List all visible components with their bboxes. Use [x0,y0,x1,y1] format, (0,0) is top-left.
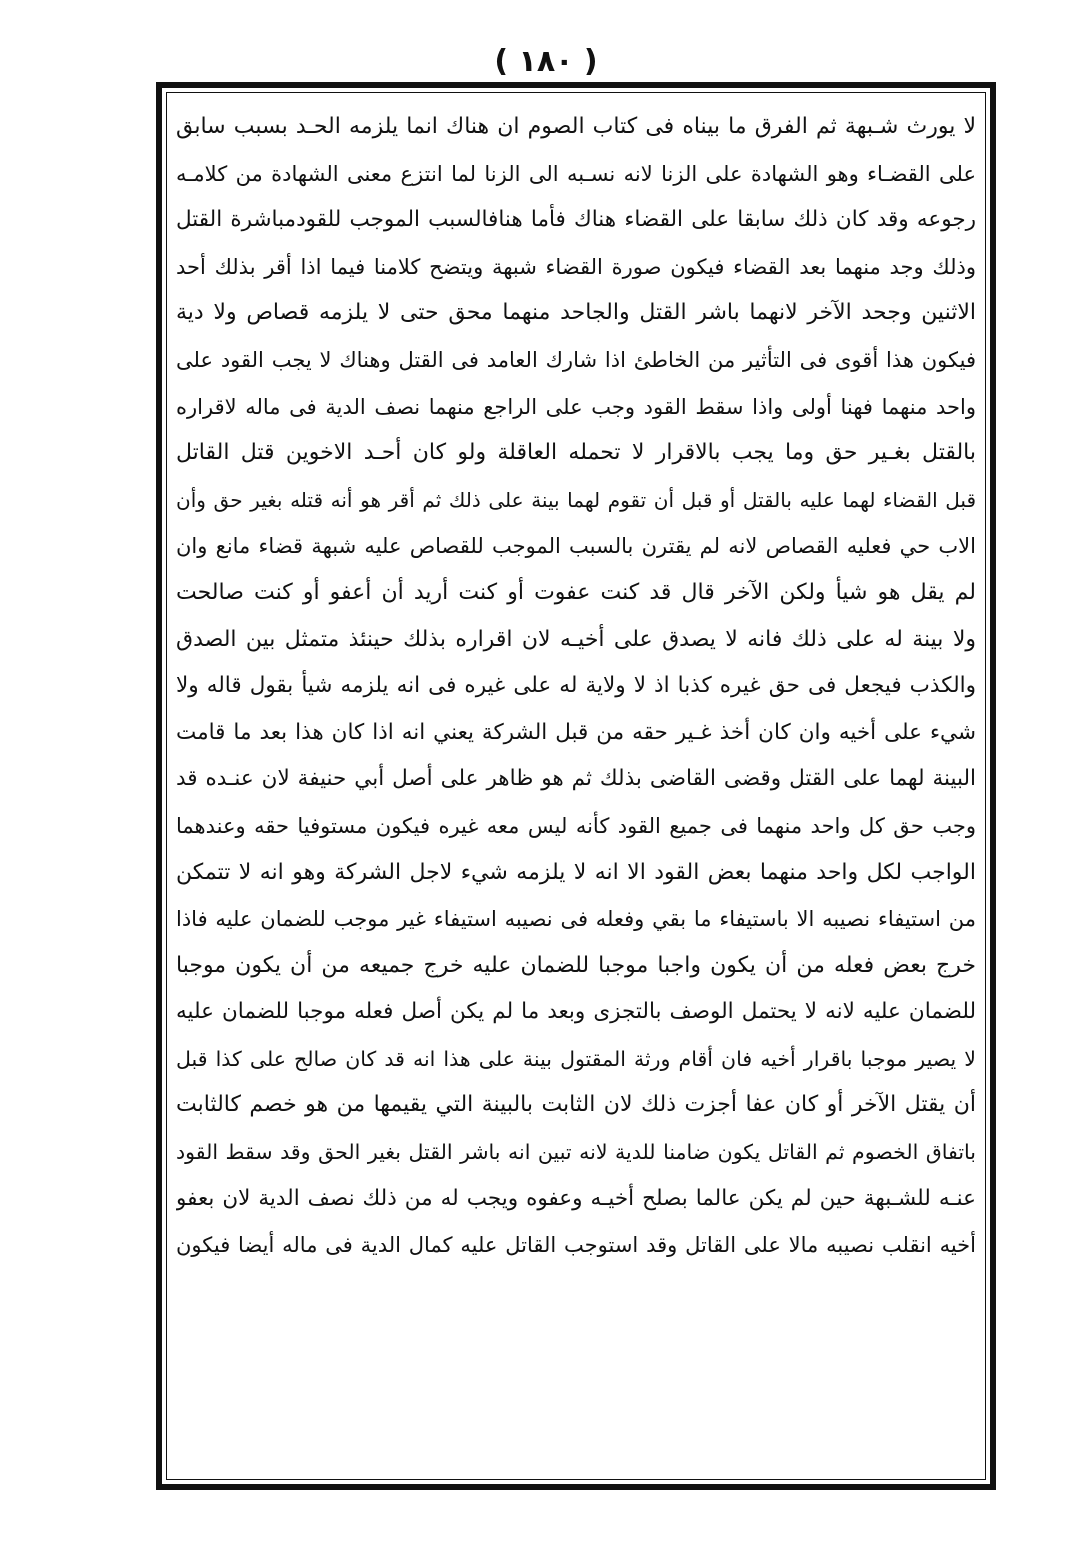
text-line: وذلك وجد منهما بعد القضاء فيكون صورة القضاء شبهة ويتضح كلامنا فيما اذا أقر بذلك أحد [176,254,976,279]
text-line: ولا بينة له على ذلك فانه لا يصدق على أخيـه لان اقراره بذلك حينئذ متمثل بين الصدق [176,626,976,652]
text-line: شيء على أخيه وان كان أخذ غـير حقه من قبل الشركة يعني انه اذا كان هذا بعد ما قامت [176,719,976,745]
text-line: الاب حي فعليه القصاص لانه لم يقترن بالسبب الموجب للقصاص عليه شبهة قضاء مانع وان [176,534,976,559]
text-line: البينة لهما على القتل وقضى القاضى بذلك ثم هو ظاهر على أصل أبي حنيفة لان عنـده قد [176,766,976,792]
text-line: فيكون هذا أقوى فى التأثير من الخاطئ اذا شارك العامد فى القتل وهناك لا يجب القود على [176,347,976,372]
text-line: الواجب لكل واحد منهما بعض القود الا انه لا يلزمه شيء لاجل الشركة وهو انه لا تتمكن [176,859,976,885]
text-line: لا يورث شـبهة ثم الفرق ما بيناه فى كتاب الصوم ان هناك انما يلزمه الحـد بسبب سابق [176,114,976,139]
text-line: أخيه انقلب نصيبه مالا على القاتل وقد استوجب القاتل عليه كمال الدية فى ماله أيضا فيكون [176,1233,976,1258]
text-line: أن يقتل الآخر أو كان عفا أجزت ذلك لان الثابت بالبينة التي يقيمها من هو خصم كالثابت [176,1092,976,1118]
text-line: رجوعه وقد كان ذلك سابقا على القضاء هناك فأما هنافالسبب الموجب للقودمباشرة القتل [176,207,976,233]
text-line: وجب حق كل واحد منهما فى جميع القود كأنه ليس معه غيره فيكون مستوفيا حقه وعندهما [176,813,976,838]
text-line: الاثنين وجحد الآخر لانهما باشر القتل والجاحد منهما محق حتى لا يلزمه قصاص ولا دية [176,300,976,326]
text-line: لم يقل هو شيأ ولكن الآخر قال قد كنت عفوت أو كنت أريد أن أعفو أو كنت صالحت [176,579,976,605]
text-line: قبل القضاء لهما عليه بالقتل أو قبل أن تقوم لهما بينة على ذلك ثم أقر هو أنه قتله بغير حق وأن [176,487,976,512]
text-line: باتفاق الخصوم ثم القاتل يكون ضامنا للدية لانه تبين انه باشر القتل بغير الحق وقد سقط القود [176,1140,976,1165]
text-line: بالقتل بغـير حق وما يجب بالاقرار لا تحمله العاقلة ولو كان أحـد الاخوين قتل القاتل [176,440,976,466]
text-line: خرج بعض فعله من أن يكون واجبا موجبا للضمان عليه خرج جميعه من أن يكون موجبا [176,952,976,978]
text-line: على القضـاء وهو الشهادة على الزنا لانه نسـبه الى الزنا لما انتزع معنى الشهادة من كلامـه [176,161,976,186]
text-line: من استيفاء نصيبه الا باستيفاء ما بقي وفعله فى نصيبه استيفاء غير موجب للضمان عليه فاذا [176,907,976,932]
text-line: واحد منهما فهنا أولى واذا سقط القود وجب على الراجع منهما نصف الدية فى ماله لاقراره [176,394,976,419]
text-line: للضمان عليه لانه لا يحتمل الوصف بالتجزى وبعد ما لم يكن أصل فعله موجبا للضمان عليه [176,999,976,1025]
body-text [176,104,976,1456]
text-line: لا يصير موجبا باقرار أخيه فان أقام ورثة المقتول بينة على هذا انه قد كان صالح على كذا قبل [176,1046,976,1071]
text-line: عنـه للشـبهة حين لم يكن عالما بصلح أخيـه وعفوه ويجب له من ذلك نصف الدية لان بعفو [176,1185,976,1211]
page-number: ( ١٨٠ ) [494,44,598,79]
text-line: والكذب فيجعل فى حق غيره كذبا اذ لا ولاية له على غيره فى انه يلزمه شيأ بقول قاله ولا [176,673,976,699]
